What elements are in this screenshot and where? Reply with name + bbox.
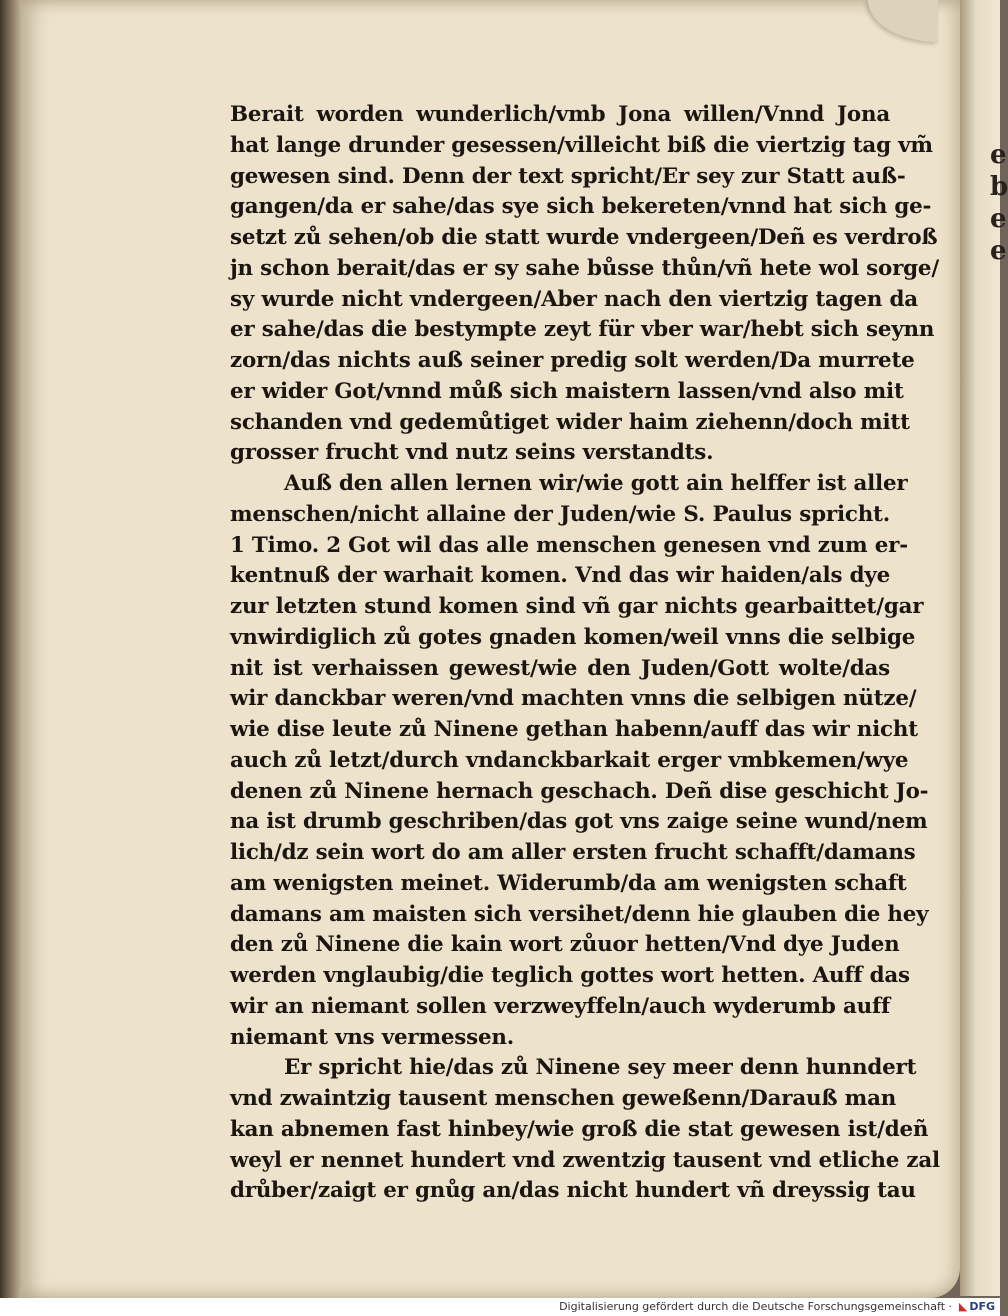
page-text-block: [230, 100, 940, 1207]
text-line: niemant vns vermessen.: [230, 1024, 514, 1050]
text-line: wie dise leute zů Ninene gethan habenn/auff das wir nicht: [230, 717, 918, 742]
text-line: Berait worden wunderlich/vmb Jona willen/Vnnd Jona: [230, 102, 890, 127]
facing-page-glyph: b: [990, 172, 1008, 202]
text-line: hat lange drunder gesessen/villeicht biß die viertzig tag vm̃: [230, 132, 933, 158]
text-line: grosser frucht vnd nutz seins verstandts.: [230, 440, 714, 466]
text-line: menschen/nicht allaine der Juden/wie S. Paulus spricht.: [230, 501, 890, 527]
text-line: damans am maisten sich versihet/denn hie glauben die hey: [230, 901, 929, 927]
text-line: setzt zů sehen/ob die statt wurde vndergeen/Deñ es verdroß: [230, 225, 938, 250]
text-line: denen zů Ninene hernach geschach. Deñ dise geschicht Jo-: [230, 778, 929, 804]
text-line: schanden vnd gedemůtiget wider haim ziehenn/doch mitt: [230, 409, 910, 435]
text-line: 1 Timo. 2 Got wil das alle menschen genesen vnd zum er-: [230, 532, 908, 558]
text-line: zur letzten stund komen sind vñ gar nichts gearbaittet/gar: [230, 594, 924, 619]
digitization-credit: [0, 1298, 1000, 1316]
dfg-logo: [956, 1300, 998, 1314]
text-line: drůber/zaigt er gnůg an/das nicht hundert vñ dreyssig tau: [230, 1178, 916, 1204]
text-line: na ist drumb geschriben/das got vns zaige seine wund/nem: [230, 809, 928, 835]
text-line: Auß den allen lernen wir/wie gott ain helffer ist aller: [284, 471, 908, 496]
dfg-logo-text: DFG: [969, 1300, 996, 1313]
text-line: wir danckbar weren/vnd machten vnns die selbigen nütze/: [230, 686, 917, 712]
text-line: lich/dz sein wort do am aller ersten frucht schafft/damans: [230, 840, 916, 865]
text-line: werden vnglaubig/die teglich gottes wort hetten. Auff das: [230, 963, 910, 988]
text-line: wir an niemant sollen verzweyffeln/auch wyderumb auff: [230, 993, 890, 1019]
dfg-logo-icon: ◣: [958, 1300, 968, 1313]
facing-page-glyph: e: [990, 140, 1007, 170]
text-line: sy wurde nicht vndergeen/Aber nach den viertzig tagen da: [230, 286, 918, 312]
text-line: nit ist verhaissen gewest/wie den Juden/Gott wolte/das: [230, 655, 890, 681]
text-line: er wider Got/vnnd můß sich maistern lassen/vnd also mit: [230, 378, 904, 404]
text-line: Er spricht hie/das zů Ninene sey meer denn hunndert: [284, 1055, 917, 1081]
text-line: kentnuß der warhait komen. Vnd das wir haiden/als dye: [230, 563, 890, 589]
text-line: weyl er nennet hundert vnd zwentzig tausent vnd etliche zal: [230, 1147, 940, 1173]
credit-text: Digitalisierung gefördert durch die Deutsche Forschungsgemeinschaft ·: [559, 1300, 952, 1313]
text-line: gangen/da er sahe/das sye sich bekereten/vnnd hat sich ge-: [230, 194, 932, 220]
facing-page-glyph: e: [990, 204, 1007, 234]
facing-page-glyph: e: [990, 236, 1007, 266]
text-line: kan abnemen fast hinbey/wie groß die stat gewesen ist/deñ: [230, 1116, 929, 1142]
text-line: den zů Ninene die kain wort zůuor hetten/Vnd dye Juden: [230, 932, 900, 958]
text-line: vnd zwaintzig tausent menschen geweßenn/Darauß man: [230, 1086, 897, 1111]
text-line: er sahe/das die bestympte zeyt für vber war/hebt sich seynn: [230, 317, 935, 343]
text-line: zorn/das nichts auß seiner predig solt werden/Da murrete: [230, 348, 915, 373]
text-line: vnwirdiglich zů gotes gnaden komen/weil vnns die selbige: [230, 624, 916, 650]
text-line: gewesen sind. Denn der text spricht/Er sey zur Statt auß-: [230, 163, 906, 189]
text-line: auch zů letzt/durch vndanckbarkait erger vmbkemen/wye: [230, 747, 909, 773]
text-line: jn schon berait/das er sy sahe bůsse thůn/vñ hete wol sorge/: [230, 255, 939, 281]
text-line: am wenigsten meinet. Widerumb/da am wenigsten schaft: [230, 870, 907, 896]
